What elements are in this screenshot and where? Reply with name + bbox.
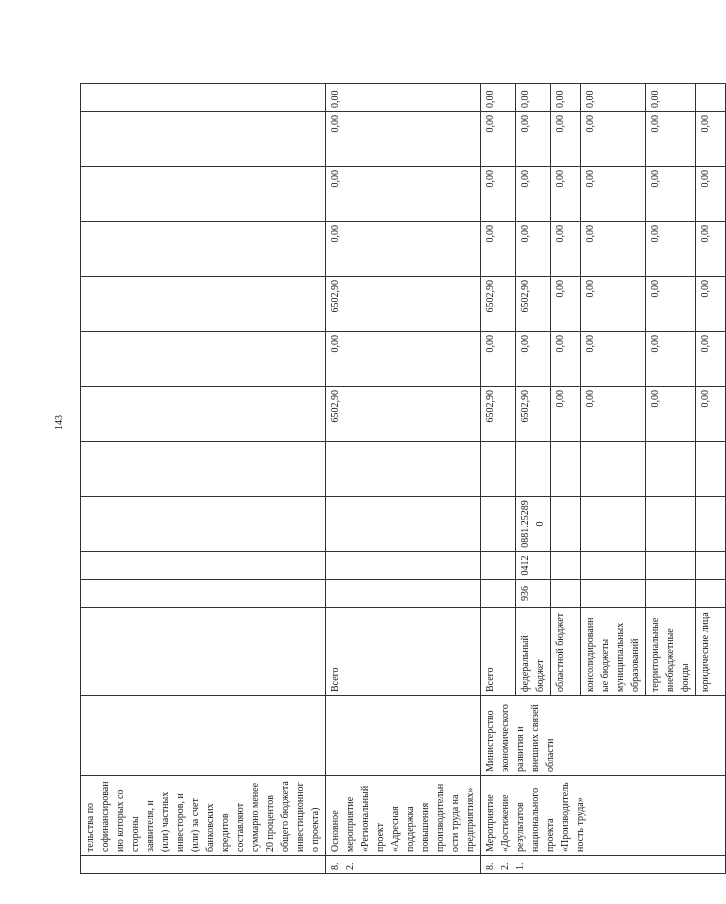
amount-cell-narrow: 0,00: [516, 84, 551, 112]
amount-cell: [696, 442, 726, 497]
amount-cell: [81, 442, 326, 497]
page-number: 143: [54, 415, 65, 430]
amount-cell: 0,00: [581, 167, 646, 222]
amount-cell-narrow: 0,00: [481, 84, 516, 112]
grbs-code: [551, 580, 581, 608]
amount-cell: [81, 277, 326, 332]
rzpr-code: 0412: [516, 552, 551, 580]
amount-cell: 0,00: [551, 277, 581, 332]
amount-cell: 0,00: [646, 112, 696, 167]
responsible-executor: Министерство экономического развития и внешних связей области: [481, 696, 726, 776]
amount-cell: [81, 332, 326, 387]
amount-cell: 6502,90: [516, 277, 551, 332]
amount-cell: 0,00: [551, 222, 581, 277]
amount-cell-narrow: 0,00: [646, 84, 696, 112]
funding-source: областной бюджет: [551, 608, 581, 696]
amount-cell: 0,00: [581, 222, 646, 277]
funding-source: Всего: [326, 608, 481, 696]
rzpr-code: [696, 552, 726, 580]
grbs-code: [646, 580, 696, 608]
rzpr-code: [81, 552, 326, 580]
measure-name: тельства по софинансированию которых со стороны заявителя, и (или) частных инвесторов, и (или) за счет банковских кредитов составляют суммарно менее 20 процентов общего бюджета инвестиционного проекта): [81, 776, 326, 856]
amount-cell: 0,00: [481, 222, 516, 277]
amount-cell: 0,00: [646, 167, 696, 222]
measure-name: Мероприятие «Достижение результатов национального проекта «Производительность труда»: [481, 776, 726, 856]
grbs-code: [481, 580, 516, 608]
amount-cell: [326, 442, 481, 497]
amount-cell: 0,00: [581, 387, 646, 442]
budget-table-sheet: [80, 84, 711, 874]
rzpr-code: [581, 552, 646, 580]
funding-source: [81, 608, 326, 696]
rzpr-code: [481, 552, 516, 580]
amount-cell: 0,00: [551, 387, 581, 442]
amount-cell-narrow: [81, 84, 326, 112]
amount-cell: 0,00: [326, 332, 481, 387]
measure-name: Основное мероприятие «Региональный проект «Адресная поддержка повышения производительности труда на предприятиях»: [326, 776, 481, 856]
amount-cell: 0,00: [516, 222, 551, 277]
funding-source: консолидированные бюджеты муниципальных образований: [581, 608, 646, 696]
csr-code: [551, 497, 581, 552]
amount-cell: [81, 167, 326, 222]
table-row: [81, 84, 326, 874]
csr-code: [581, 497, 646, 552]
amount-cell: 0,00: [696, 332, 726, 387]
rzpr-code: [646, 552, 696, 580]
funding-source: юридические лица: [696, 608, 726, 696]
amount-cell: 0,00: [551, 332, 581, 387]
amount-cell: 0,00: [646, 332, 696, 387]
csr-code: [326, 497, 481, 552]
amount-cell: 0,00: [696, 112, 726, 167]
csr-code: [481, 497, 516, 552]
amount-cell: 0,00: [481, 332, 516, 387]
row-number: 8.2.: [326, 856, 481, 874]
amount-cell: 0,00: [696, 222, 726, 277]
table-row: [326, 84, 481, 874]
amount-cell: [516, 442, 551, 497]
grbs-code: [696, 580, 726, 608]
amount-cell: 0,00: [646, 387, 696, 442]
amount-cell: 0,00: [326, 112, 481, 167]
amount-cell: 0,00: [326, 222, 481, 277]
amount-cell: 0,00: [326, 167, 481, 222]
amount-cell: 0,00: [516, 167, 551, 222]
amount-cell: [581, 442, 646, 497]
amount-cell: 6502,90: [326, 387, 481, 442]
responsible-executor: [81, 696, 326, 776]
funding-source: Всего: [481, 608, 516, 696]
row-number: 8.2.1.: [481, 856, 726, 874]
amount-cell: 0,00: [551, 112, 581, 167]
amount-cell: 0,00: [696, 167, 726, 222]
amount-cell: [481, 442, 516, 497]
csr-code: [646, 497, 696, 552]
amount-cell-narrow: 0,00: [581, 84, 646, 112]
amount-cell: [81, 387, 326, 442]
grbs-code: [581, 580, 646, 608]
amount-cell: [81, 112, 326, 167]
amount-cell: 0,00: [551, 167, 581, 222]
table-row: [481, 84, 516, 874]
funding-source: федеральный бюджет: [516, 608, 551, 696]
amount-cell: 0,00: [581, 277, 646, 332]
funding-source: территориальные внебюджетные фонды: [646, 608, 696, 696]
amount-cell: [646, 442, 696, 497]
amount-cell: 0,00: [581, 112, 646, 167]
amount-cell-narrow: 0,00: [326, 84, 481, 112]
amount-cell: 6502,90: [481, 387, 516, 442]
budget-table: [80, 83, 726, 874]
amount-cell: 0,00: [581, 332, 646, 387]
amount-cell: 0,00: [516, 112, 551, 167]
csr-code: 0881.252890: [516, 497, 551, 552]
responsible-executor: [326, 696, 481, 776]
amount-cell: 0,00: [481, 112, 516, 167]
csr-code: [81, 497, 326, 552]
amount-cell: [551, 442, 581, 497]
amount-cell: 6502,90: [481, 277, 516, 332]
amount-cell: 0,00: [516, 332, 551, 387]
row-number: [81, 856, 326, 874]
grbs-code: 936: [516, 580, 551, 608]
amount-cell: [81, 222, 326, 277]
rzpr-code: [551, 552, 581, 580]
amount-cell: 0,00: [696, 277, 726, 332]
amount-cell: 6502,90: [326, 277, 481, 332]
amount-cell: 0,00: [481, 167, 516, 222]
amount-cell-narrow: [696, 84, 726, 112]
grbs-code: [326, 580, 481, 608]
amount-cell: 0,00: [646, 222, 696, 277]
csr-code: [696, 497, 726, 552]
amount-cell-narrow: 0,00: [551, 84, 581, 112]
grbs-code: [81, 580, 326, 608]
amount-cell: 0,00: [696, 387, 726, 442]
amount-cell: 6502,90: [516, 387, 551, 442]
rzpr-code: [326, 552, 481, 580]
amount-cell: 0,00: [646, 277, 696, 332]
